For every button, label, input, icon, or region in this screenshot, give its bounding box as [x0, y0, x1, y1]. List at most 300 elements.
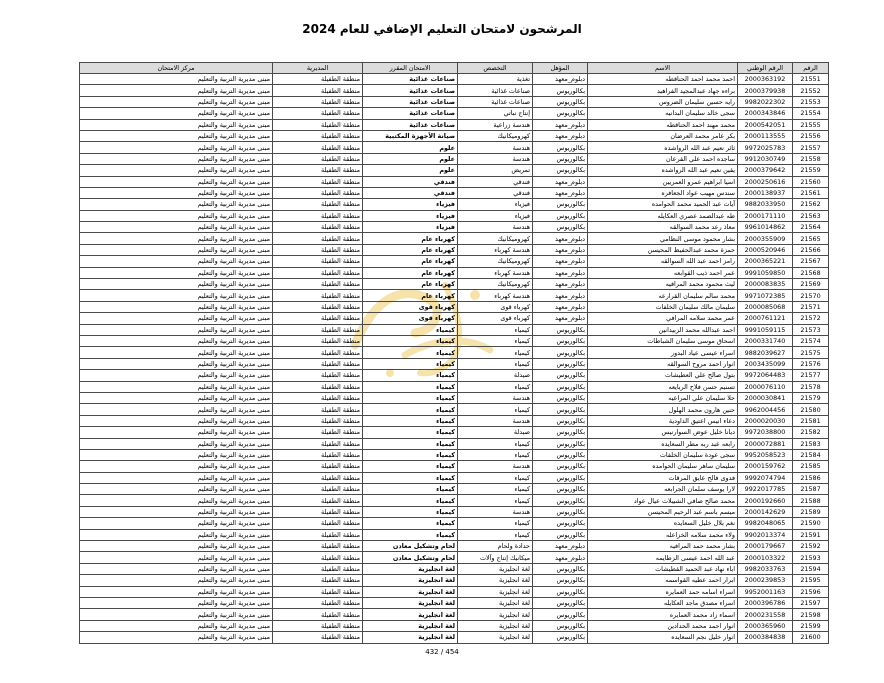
- cell-national-id: 2000363192: [738, 74, 793, 85]
- cell-serial: 21593: [793, 552, 829, 563]
- cell-directorate: منطقة الطفيلة: [273, 563, 363, 574]
- cell-national-id: 9922017785: [738, 484, 793, 495]
- cell-national-id: 9952001163: [738, 586, 793, 597]
- cell-directorate: منطقة الطفيلة: [273, 119, 363, 130]
- cell-name: ليث محمود محمد المرافيه: [588, 279, 738, 290]
- cell-exam: كيمياء: [363, 415, 458, 426]
- cell-exam: علوم: [363, 165, 458, 176]
- header-specialization: التخصص: [458, 63, 533, 74]
- cell-specialization: هندسة زراعية: [458, 119, 533, 130]
- cell-name: محمد صالح صافي الشبيلات عيال عواد: [588, 495, 738, 506]
- cell-name: انوار احمد محمد الحدادين: [588, 620, 738, 631]
- cell-name: سجى خالد سليمان البدانيه: [588, 108, 738, 119]
- cell-exam: كهرباء قوى: [363, 313, 458, 324]
- table-row: [80, 85, 829, 96]
- cell-exam: صناعات غذائية: [363, 85, 458, 96]
- cell-name: رامز احمد عبد الله السوالقه: [588, 256, 738, 267]
- cell-exam: كيمياء: [363, 392, 458, 403]
- cell-directorate: منطقة الطفيلة: [273, 518, 363, 529]
- cell-exam: علوم: [363, 142, 458, 153]
- table-row: [80, 392, 829, 403]
- cell-qualification: بكالوريوس: [533, 449, 588, 460]
- cell-name: محمد مهند احمد الحناقطه: [588, 119, 738, 130]
- cell-center: مبنى مديرية التربية والتعليم: [80, 313, 273, 324]
- cell-name: محمد سالم سليمان القرارعه: [588, 290, 738, 301]
- cell-specialization: لغة انجليزية: [458, 597, 533, 608]
- cell-serial: 21585: [793, 461, 829, 472]
- cell-exam: لغة انجليزية: [363, 609, 458, 620]
- cell-qualification: دبلوم_معهد: [533, 256, 588, 267]
- cell-directorate: منطقة الطفيلة: [273, 233, 363, 244]
- header-center: مركز الامتحان: [80, 63, 273, 74]
- cell-specialization: هندسة: [458, 142, 533, 153]
- cell-serial: 21560: [793, 176, 829, 187]
- cell-name: سندس مهيب عواد الجعافره: [588, 187, 738, 198]
- cell-national-id: 2000083835: [738, 279, 793, 290]
- cell-name: ديانا خليل عوض السوارنيس: [588, 427, 738, 438]
- cell-qualification: بكالوريوس: [533, 506, 588, 517]
- cell-qualification: دبلوم_معهد: [533, 130, 588, 141]
- cell-specialization: هندسة: [458, 153, 533, 164]
- table-row: [80, 541, 829, 552]
- table-row: [80, 620, 829, 631]
- table-row: [80, 256, 829, 267]
- table-row: [80, 609, 829, 620]
- cell-serial: 21594: [793, 563, 829, 574]
- table-row: [80, 199, 829, 210]
- cell-specialization: لغة انجليزية: [458, 575, 533, 586]
- cell-national-id: 2000365960: [738, 620, 793, 631]
- cell-qualification: بكالوريوس: [533, 597, 588, 608]
- header-exam: الامتحان المقرر: [363, 63, 458, 74]
- cell-exam: كيمياء: [363, 370, 458, 381]
- cell-center: مبنى مديرية التربية والتعليم: [80, 529, 273, 540]
- cell-serial: 21578: [793, 381, 829, 392]
- cell-name: سليمان ساهر سليمان الحوامده: [588, 461, 738, 472]
- cell-serial: 21591: [793, 529, 829, 540]
- cell-specialization: فندقي: [458, 176, 533, 187]
- table-row: [80, 370, 829, 381]
- cell-serial: 21581: [793, 415, 829, 426]
- cell-name: لارا يوسف سلمان الجرابعه: [588, 484, 738, 495]
- cell-specialization: كيمياء: [458, 358, 533, 369]
- cell-directorate: منطقة الطفيلة: [273, 620, 363, 631]
- cell-national-id: 2000179667: [738, 541, 793, 552]
- cell-qualification: بكالوريوس: [533, 199, 588, 210]
- cell-national-id: 2000343846: [738, 108, 793, 119]
- cell-directorate: منطقة الطفيلة: [273, 552, 363, 563]
- cell-exam: كيمياء: [363, 506, 458, 517]
- header-national-id: الرقم الوطني: [738, 63, 793, 74]
- cell-directorate: منطقة الطفيلة: [273, 142, 363, 153]
- cell-qualification: بكالوريوس: [533, 484, 588, 495]
- cell-directorate: منطقة الطفيلة: [273, 324, 363, 335]
- cell-serial: 21599: [793, 620, 829, 631]
- cell-serial: 21583: [793, 438, 829, 449]
- cell-national-id: 2000171110: [738, 210, 793, 221]
- cell-specialization: هندسة كهرباء: [458, 244, 533, 255]
- cell-center: مبنى مديرية التربية والتعليم: [80, 108, 273, 119]
- cell-exam: فندقي: [363, 176, 458, 187]
- cell-specialization: كيمياء: [458, 495, 533, 506]
- table-row: [80, 518, 829, 529]
- cell-serial: 21579: [793, 392, 829, 403]
- cell-serial: 21569: [793, 279, 829, 290]
- cell-specialization: هندسة: [458, 415, 533, 426]
- table-row: [80, 415, 829, 426]
- page-title: المرشحون لامتحان التعليم الإضافي للعام 2024: [302, 22, 582, 36]
- cell-name: ساجده احمد علي القرعان: [588, 153, 738, 164]
- cell-directorate: منطقة الطفيلة: [273, 472, 363, 483]
- cell-serial: 21561: [793, 187, 829, 198]
- cell-center: مبنى مديرية التربية والتعليم: [80, 335, 273, 346]
- cell-directorate: منطقة الطفيلة: [273, 461, 363, 472]
- cell-national-id: 9912030749: [738, 153, 793, 164]
- cell-specialization: تغذية: [458, 74, 533, 85]
- cell-serial: 21553: [793, 96, 829, 107]
- cell-qualification: بكالوريوس: [533, 85, 588, 96]
- cell-national-id: 9992074794: [738, 472, 793, 483]
- cell-center: مبنى مديرية التربية والتعليم: [80, 347, 273, 358]
- cell-qualification: بكالوريوس: [533, 438, 588, 449]
- cell-specialization: هندسة كهرباء: [458, 290, 533, 301]
- cell-specialization: كهروميكانيك: [458, 256, 533, 267]
- cell-center: مبنى مديرية التربية والتعليم: [80, 518, 273, 529]
- cell-directorate: منطقة الطفيلة: [273, 427, 363, 438]
- table-row: [80, 335, 829, 346]
- cell-name: انوار احمد مروح السوالقه: [588, 358, 738, 369]
- cell-center: مبنى مديرية التربية والتعليم: [80, 222, 273, 233]
- header-qualification: المؤهل: [533, 63, 588, 74]
- cell-qualification: بكالوريوس: [533, 370, 588, 381]
- cell-serial: 21554: [793, 108, 829, 119]
- cell-directorate: منطقة الطفيلة: [273, 165, 363, 176]
- table-header-row: [80, 63, 829, 74]
- cell-qualification: دبلوم_معهد: [533, 244, 588, 255]
- cell-directorate: منطقة الطفيلة: [273, 495, 363, 506]
- cell-directorate: منطقة الطفيلة: [273, 541, 363, 552]
- cell-national-id: 2000239853: [738, 575, 793, 586]
- cell-national-id: 9991059115: [738, 324, 793, 335]
- cell-exam: كهرباء عام: [363, 256, 458, 267]
- cell-qualification: بكالوريوس: [533, 427, 588, 438]
- cell-serial: 21570: [793, 290, 829, 301]
- cell-directorate: منطقة الطفيلة: [273, 370, 363, 381]
- cell-center: مبنى مديرية التربية والتعليم: [80, 301, 273, 312]
- cell-exam: صناعات غذائية: [363, 108, 458, 119]
- cell-center: مبنى مديرية التربية والتعليم: [80, 199, 273, 210]
- cell-exam: لغة انجليزية: [363, 620, 458, 631]
- cell-exam: صيانة الأجهزة المكتبية: [363, 130, 458, 141]
- cell-directorate: منطقة الطفيلة: [273, 506, 363, 517]
- cell-qualification: بكالوريوس: [533, 575, 588, 586]
- table-row: [80, 165, 829, 176]
- cell-name: يقين نعيم عبد الله الرواشده: [588, 165, 738, 176]
- cell-exam: كيمياء: [363, 449, 458, 460]
- cell-serial: 21572: [793, 313, 829, 324]
- cell-name: طه عبدالصمد عصري العكايله: [588, 210, 738, 221]
- cell-serial: 21580: [793, 404, 829, 415]
- cell-center: مبنى مديرية التربية والتعليم: [80, 404, 273, 415]
- table-row: [80, 632, 829, 643]
- cell-center: مبنى مديرية التربية والتعليم: [80, 472, 273, 483]
- cell-specialization: كيمياء: [458, 438, 533, 449]
- cell-exam: فيزياء: [363, 222, 458, 233]
- cell-exam: لغة انجليزية: [363, 563, 458, 574]
- cell-name: تسنيم حسن فلاح الربايعه: [588, 381, 738, 392]
- cell-name: حنين هارون محمد الهلول: [588, 404, 738, 415]
- cell-name: سجى عودة سليمان الخلفات: [588, 449, 738, 460]
- cell-directorate: منطقة الطفيلة: [273, 290, 363, 301]
- cell-name: احمد عبدالله محمد الزبيدانين: [588, 324, 738, 335]
- table-row: [80, 506, 829, 517]
- table-row: [80, 74, 829, 85]
- cell-serial: 21571: [793, 301, 829, 312]
- cell-center: مبنى مديرية التربية والتعليم: [80, 142, 273, 153]
- cell-center: مبنى مديرية التربية والتعليم: [80, 267, 273, 278]
- cell-name: حمزة محمد عبدالحفيظ المحيسن: [588, 244, 738, 255]
- cell-center: مبنى مديرية التربية والتعليم: [80, 324, 273, 335]
- cell-specialization: تمريض: [458, 165, 533, 176]
- cell-center: مبنى مديرية التربية والتعليم: [80, 427, 273, 438]
- table-row: [80, 347, 829, 358]
- candidates-table: [79, 62, 829, 644]
- cell-center: مبنى مديرية التربية والتعليم: [80, 563, 273, 574]
- cell-exam: كيمياء: [363, 529, 458, 540]
- cell-directorate: منطقة الطفيلة: [273, 358, 363, 369]
- cell-name: بتول صالح علي العطيشات: [588, 370, 738, 381]
- cell-directorate: منطقة الطفيلة: [273, 176, 363, 187]
- cell-directorate: منطقة الطفيلة: [273, 256, 363, 267]
- cell-specialization: لغة انجليزية: [458, 609, 533, 620]
- cell-national-id: 2000020030: [738, 415, 793, 426]
- cell-qualification: بكالوريوس: [533, 324, 588, 335]
- cell-national-id: 2000520946: [738, 244, 793, 255]
- cell-serial: 21551: [793, 74, 829, 85]
- table-row: [80, 176, 829, 187]
- cell-qualification: بكالوريوس: [533, 461, 588, 472]
- cell-directorate: منطقة الطفيلة: [273, 609, 363, 620]
- cell-directorate: منطقة الطفيلة: [273, 597, 363, 608]
- cell-specialization: كيمياء: [458, 347, 533, 358]
- cell-specialization: لغة انجليزية: [458, 563, 533, 574]
- cell-national-id: 9971072385: [738, 290, 793, 301]
- table-row: [80, 575, 829, 586]
- cell-specialization: كهروميكانيك: [458, 130, 533, 141]
- cell-directorate: منطقة الطفيلة: [273, 153, 363, 164]
- table-row: [80, 597, 829, 608]
- cell-exam: كهرباء عام: [363, 233, 458, 244]
- cell-serial: 21598: [793, 609, 829, 620]
- cell-exam: صناعات غذائية: [363, 74, 458, 85]
- cell-directorate: منطقة الطفيلة: [273, 267, 363, 278]
- cell-exam: علوم: [363, 153, 458, 164]
- cell-directorate: منطقة الطفيلة: [273, 313, 363, 324]
- cell-exam: كهرباء عام: [363, 290, 458, 301]
- cell-name: عمر احمد ذيب القوابعه: [588, 267, 738, 278]
- cell-serial: 21562: [793, 199, 829, 210]
- table-row: [80, 119, 829, 130]
- cell-exam: كيمياء: [363, 484, 458, 495]
- cell-qualification: دبلوم_معهد: [533, 119, 588, 130]
- cell-name: حلا سليمان علي المراعيه: [588, 392, 738, 403]
- cell-national-id: 9902013374: [738, 529, 793, 540]
- cell-specialization: هندسة: [458, 506, 533, 517]
- cell-national-id: 2000365221: [738, 256, 793, 267]
- cell-name: بشار محمود موسى النظامي: [588, 233, 738, 244]
- cell-specialization: هندسة: [458, 222, 533, 233]
- cell-exam: لحام وتشكيل معادن: [363, 541, 458, 552]
- cell-name: عمر محمد سلامه المرافي: [588, 313, 738, 324]
- table-row: [80, 279, 829, 290]
- cell-center: مبنى مديرية التربية والتعليم: [80, 506, 273, 517]
- cell-qualification: بكالوريوس: [533, 335, 588, 346]
- cell-specialization: كيمياء: [458, 518, 533, 529]
- cell-national-id: 9961014862: [738, 222, 793, 233]
- cell-exam: فندقي: [363, 187, 458, 198]
- cell-national-id: 2000103322: [738, 552, 793, 563]
- cell-center: مبنى مديرية التربية والتعليم: [80, 415, 273, 426]
- cell-directorate: منطقة الطفيلة: [273, 347, 363, 358]
- cell-specialization: صيدلة: [458, 427, 533, 438]
- cell-center: مبنى مديرية التربية والتعليم: [80, 279, 273, 290]
- cell-directorate: منطقة الطفيلة: [273, 222, 363, 233]
- cell-specialization: كيمياء: [458, 529, 533, 540]
- cell-name: ميسم باسم عبد الرحيم المحيسن: [588, 506, 738, 517]
- cell-qualification: دبلوم_معهد: [533, 74, 588, 85]
- cell-exam: كيمياء: [363, 324, 458, 335]
- cell-name: سليمان مالك سليمان الخلفات: [588, 301, 738, 312]
- cell-national-id: 2000379938: [738, 85, 793, 96]
- table-row: [80, 449, 829, 460]
- cell-center: مبنى مديرية التربية والتعليم: [80, 210, 273, 221]
- cell-center: مبنى مديرية التربية والتعليم: [80, 165, 273, 176]
- table-row: [80, 244, 829, 255]
- header-serial: الرقم: [793, 63, 829, 74]
- cell-exam: كيمياء: [363, 335, 458, 346]
- cell-exam: صناعات غذائية: [363, 96, 458, 107]
- table-row: [80, 187, 829, 198]
- cell-name: ثائر نعيم عبد الله الرواشده: [588, 142, 738, 153]
- cell-specialization: فندقي: [458, 187, 533, 198]
- cell-qualification: دبلوم_معهد: [533, 187, 588, 198]
- cell-serial: 21588: [793, 495, 829, 506]
- table-row: [80, 438, 829, 449]
- cell-directorate: منطقة الطفيلة: [273, 381, 363, 392]
- cell-serial: 21584: [793, 449, 829, 460]
- cell-qualification: بكالوريوس: [533, 586, 588, 597]
- cell-national-id: 9962004456: [738, 404, 793, 415]
- page-number: 432 / 454: [425, 648, 459, 656]
- cell-specialization: هندسة كهرباء: [458, 267, 533, 278]
- cell-name: معاذ رعد محمد السوالقه: [588, 222, 738, 233]
- cell-center: مبنى مديرية التربية والتعليم: [80, 461, 273, 472]
- cell-directorate: منطقة الطفيلة: [273, 449, 363, 460]
- table-row: [80, 563, 829, 574]
- cell-center: مبنى مديرية التربية والتعليم: [80, 586, 273, 597]
- cell-center: مبنى مديرية التربية والتعليم: [80, 609, 273, 620]
- cell-qualification: دبلوم_معهد: [533, 279, 588, 290]
- cell-center: مبنى مديرية التربية والتعليم: [80, 85, 273, 96]
- cell-serial: 21558: [793, 153, 829, 164]
- cell-center: مبنى مديرية التربية والتعليم: [80, 597, 273, 608]
- cell-center: مبنى مديرية التربية والتعليم: [80, 381, 273, 392]
- cell-exam: لغة انجليزية: [363, 575, 458, 586]
- table-row: [80, 381, 829, 392]
- cell-center: مبنى مديرية التربية والتعليم: [80, 370, 273, 381]
- cell-serial: 21564: [793, 222, 829, 233]
- cell-specialization: كهرباء قوى: [458, 313, 533, 324]
- cell-serial: 21559: [793, 165, 829, 176]
- cell-qualification: دبلوم_معهد: [533, 301, 588, 312]
- cell-center: مبنى مديرية التربية والتعليم: [80, 495, 273, 506]
- cell-serial: 21596: [793, 586, 829, 597]
- cell-directorate: منطقة الطفيلة: [273, 199, 363, 210]
- cell-qualification: بكالوريوس: [533, 392, 588, 403]
- cell-serial: 21590: [793, 518, 829, 529]
- cell-national-id: 9952058523: [738, 449, 793, 460]
- cell-exam: كهرباء عام: [363, 279, 458, 290]
- cell-serial: 21568: [793, 267, 829, 278]
- cell-national-id: 2000355909: [738, 233, 793, 244]
- cell-national-id: 2000085068: [738, 301, 793, 312]
- cell-name: اسماء زاد محمد العمايره: [588, 609, 738, 620]
- cell-national-id: 9882033950: [738, 199, 793, 210]
- cell-national-id: 2000542051: [738, 119, 793, 130]
- table-row: [80, 313, 829, 324]
- cell-name: براءه جهاد عبدالمجيد الفراهيد: [588, 85, 738, 96]
- cell-directorate: منطقة الطفيلة: [273, 96, 363, 107]
- cell-national-id: 2000250616: [738, 176, 793, 187]
- cell-exam: كهرباء قوى: [363, 301, 458, 312]
- cell-national-id: 9972038800: [738, 427, 793, 438]
- cell-directorate: منطقة الطفيلة: [273, 404, 363, 415]
- cell-name: اباء نهاد عبد الحميد القطيشات: [588, 563, 738, 574]
- table-row: [80, 210, 829, 221]
- cell-national-id: 9982033763: [738, 563, 793, 574]
- cell-exam: لحام وتشكيل معادن: [363, 552, 458, 563]
- cell-directorate: منطقة الطفيلة: [273, 586, 363, 597]
- cell-directorate: منطقة الطفيلة: [273, 85, 363, 96]
- cell-serial: 21573: [793, 324, 829, 335]
- cell-serial: 21589: [793, 506, 829, 517]
- cell-serial: 21576: [793, 358, 829, 369]
- cell-specialization: فيزياء: [458, 210, 533, 221]
- cell-specialization: لغة انجليزية: [458, 586, 533, 597]
- cell-exam: كيمياء: [363, 495, 458, 506]
- cell-qualification: بكالوريوس: [533, 632, 588, 643]
- cell-directorate: منطقة الطفيلة: [273, 632, 363, 643]
- cell-qualification: بكالوريوس: [533, 529, 588, 540]
- cell-directorate: منطقة الطفيلة: [273, 210, 363, 221]
- cell-center: مبنى مديرية التربية والتعليم: [80, 74, 273, 85]
- cell-specialization: كهرباء قوى: [458, 301, 533, 312]
- cell-serial: 21566: [793, 244, 829, 255]
- header-name: الاسم: [588, 63, 738, 74]
- cell-specialization: كيمياء: [458, 449, 533, 460]
- cell-national-id: 2000331740: [738, 335, 793, 346]
- cell-exam: لغة انجليزية: [363, 632, 458, 643]
- cell-directorate: منطقة الطفيلة: [273, 301, 363, 312]
- cell-qualification: بكالوريوس: [533, 165, 588, 176]
- cell-name: اسحاق موسى سليمان الشباطات: [588, 335, 738, 346]
- cell-serial: 21587: [793, 484, 829, 495]
- cell-national-id: 2003435099: [738, 358, 793, 369]
- cell-qualification: دبلوم_معهد: [533, 176, 588, 187]
- cell-qualification: بكالوريوس: [533, 381, 588, 392]
- cell-qualification: بكالوريوس: [533, 518, 588, 529]
- cell-national-id: 9982022302: [738, 96, 793, 107]
